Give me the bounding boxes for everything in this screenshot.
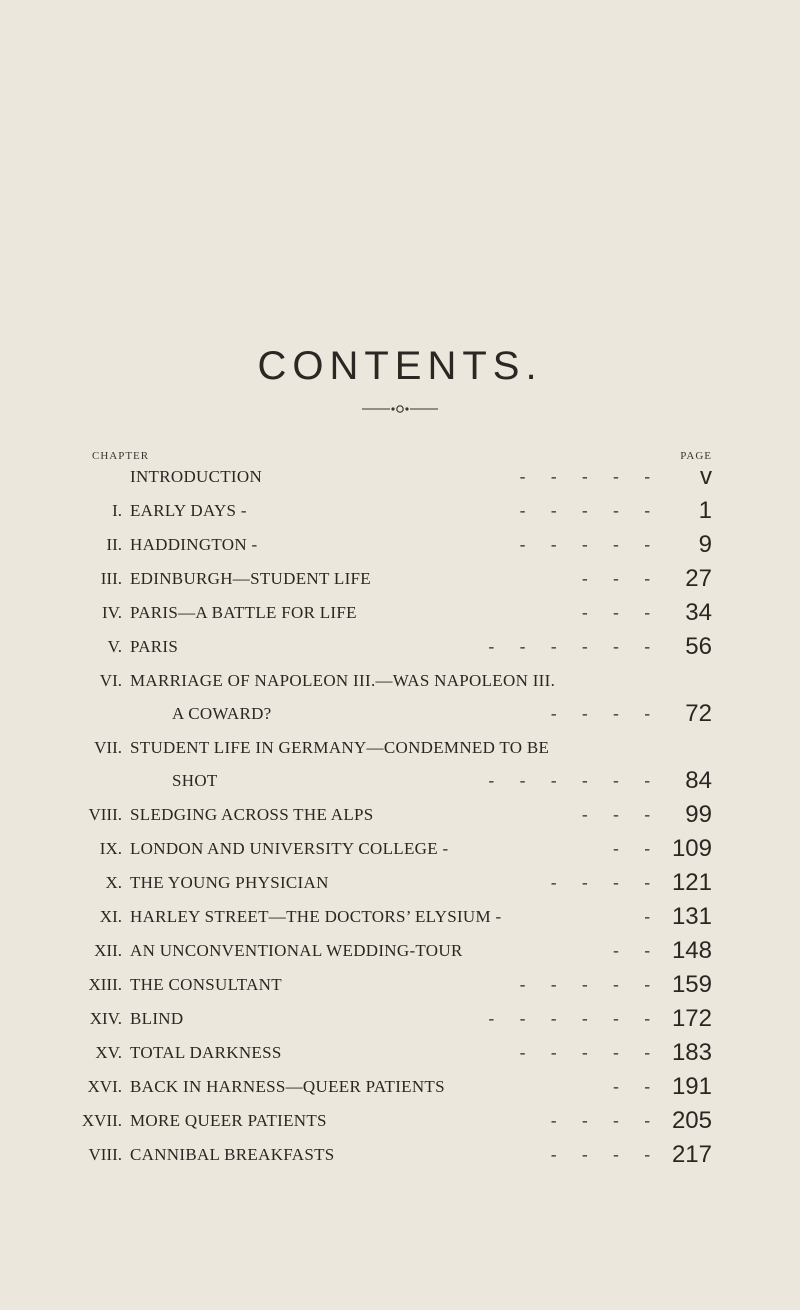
page-number: 34 (685, 599, 712, 626)
chapter-title: EARLY DAYS - (130, 501, 247, 520)
chapter-title: THE YOUNG PHYSICIAN (130, 873, 329, 892)
leader-dashes: - - - - - (519, 467, 650, 486)
chapter-title: EDINBURGH—STUDENT LIFE (130, 569, 371, 588)
page-number: 9 (698, 531, 712, 558)
toc-row (0, 1074, 800, 1104)
ornament-divider-icon (362, 402, 438, 416)
chapter-number: I. (112, 501, 122, 520)
chapter-title: PARIS—A BATTLE FOR LIFE (130, 603, 357, 622)
leader-dashes: - - - - - (519, 501, 650, 520)
toc-row (0, 634, 800, 664)
leader-dashes: - (644, 907, 650, 926)
leader-dashes: - - - - - - (488, 771, 650, 790)
toc-row (0, 1108, 800, 1138)
leader-dashes: - - (613, 839, 650, 858)
leader-dashes: - - - (582, 569, 650, 588)
leader-dashes: - - - - (550, 873, 650, 892)
chapter-number: XIV. (89, 1009, 122, 1028)
chapter-number: X. (105, 873, 122, 892)
page-number: 159 (671, 971, 712, 998)
chapter-title: HADDINGTON - (130, 535, 258, 554)
chapter-number: XV. (95, 1043, 122, 1062)
toc-row (0, 668, 800, 698)
chapter-title: HARLEY STREET—THE DOCTORS’ ELYSIUM - (130, 907, 502, 926)
toc-row (0, 566, 800, 596)
page-number: 217 (671, 1141, 712, 1168)
chapter-title: INTRODUCTION (130, 467, 263, 486)
toc-row (0, 870, 800, 900)
leader-dashes: - - - (582, 805, 650, 824)
chapter-number: V. (107, 637, 122, 656)
page-number: 191 (671, 1073, 712, 1100)
page-number: 56 (685, 633, 712, 660)
page-number: v (700, 463, 712, 490)
page-number: 205 (671, 1107, 712, 1134)
page-number: 109 (671, 835, 712, 862)
page-number: 172 (671, 1005, 712, 1032)
leader-dashes: - - (613, 1077, 650, 1096)
page-number: 84 (685, 767, 712, 794)
chapter-number: XVII. (81, 1111, 122, 1130)
chapter-title: LONDON AND UNIVERSITY COLLEGE - (130, 839, 449, 858)
chapter-title: BLIND (130, 1009, 184, 1028)
chapter-title: THE CONSULTANT (130, 975, 282, 994)
toc-row (0, 498, 800, 528)
toc-row (0, 701, 800, 731)
chapter-number: IX. (99, 839, 122, 858)
toc-row (0, 464, 800, 494)
chapter-title: AN UNCONVENTIONAL WEDDING-TOUR (130, 941, 463, 960)
toc-row (0, 938, 800, 968)
chapter-number: VI. (99, 671, 122, 690)
chapter-title: SLEDGING ACROSS THE ALPS (130, 805, 374, 824)
leader-dashes: - - - - (550, 1111, 650, 1130)
chapter-number: XVI. (87, 1077, 122, 1096)
chapter-number: IV. (102, 603, 122, 622)
chapter-number: XII. (94, 941, 122, 960)
chapter-title: BACK IN HARNESS—QUEER PATIENTS (130, 1077, 445, 1096)
page-number: 27 (685, 565, 712, 592)
chapter-number: VII. (94, 738, 122, 757)
page-column-label: PAGE (680, 450, 712, 462)
toc-row (0, 802, 800, 832)
chapter-title: SHOT (172, 771, 218, 790)
chapter-number: VIII. (88, 805, 122, 824)
chapter-title: A COWARD? (172, 704, 272, 723)
toc-row (0, 1006, 800, 1036)
page-number: 121 (671, 869, 712, 896)
toc-row (0, 600, 800, 630)
leader-dashes: - - (613, 941, 650, 960)
chapter-title: STUDENT LIFE IN GERMANY—CONDEMNED TO BE (130, 738, 550, 757)
toc-row (0, 1142, 800, 1172)
chapter-number: VIII. (88, 1145, 122, 1164)
leader-dashes: - - - - (550, 1145, 650, 1164)
chapter-number: III. (100, 569, 122, 588)
chapter-title: PARIS (130, 637, 179, 656)
chapter-column-label: CHAPTER (92, 450, 150, 462)
chapter-title: MORE QUEER PATIENTS (130, 1111, 327, 1130)
toc-row (0, 972, 800, 1002)
leader-dashes: - - - - (550, 704, 650, 723)
toc-row (0, 836, 800, 866)
leader-dashes: - - - - - (519, 975, 650, 994)
page-number: 99 (685, 801, 712, 828)
leader-dashes: - - - - - - (488, 1009, 650, 1028)
toc-row (0, 768, 800, 798)
page-number: 148 (671, 937, 712, 964)
chapter-number: II. (106, 535, 122, 554)
leader-dashes: - - - - - (519, 1043, 650, 1062)
chapter-number: XIII. (88, 975, 122, 994)
leader-dashes: - - - (582, 603, 650, 622)
chapter-title: CANNIBAL BREAKFASTS (130, 1145, 335, 1164)
toc-row (0, 1040, 800, 1070)
leader-dashes: - - - - - (519, 535, 650, 554)
chapter-title: MARRIAGE OF NAPOLEON III.—WAS NAPOLEON III. (130, 671, 556, 690)
page-number: 72 (685, 700, 712, 727)
toc-row (0, 735, 800, 765)
page-number: 131 (671, 903, 712, 930)
page-number: 1 (698, 497, 712, 524)
leader-dashes: - - - - - - (488, 637, 650, 656)
toc-row (0, 904, 800, 934)
chapter-number: XI. (99, 907, 122, 926)
page-title: CONTENTS. (257, 344, 543, 388)
chapter-title: TOTAL DARKNESS (130, 1043, 282, 1062)
toc-row (0, 532, 800, 562)
page-number: 183 (671, 1039, 712, 1066)
